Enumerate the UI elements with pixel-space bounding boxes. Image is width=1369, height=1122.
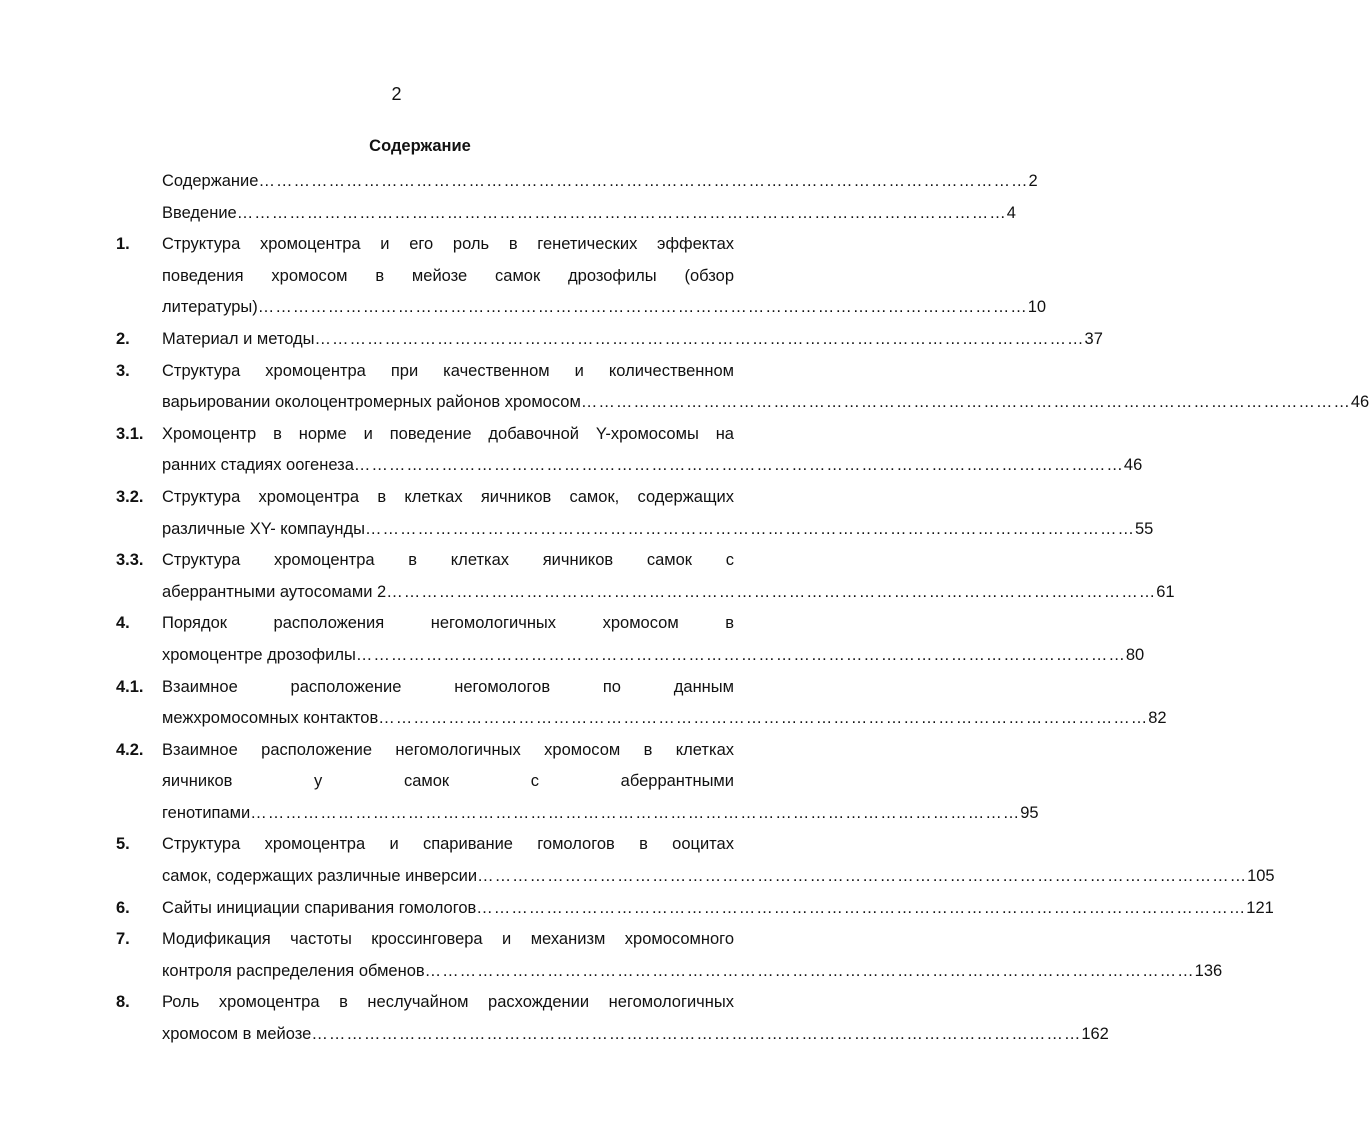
toc-entry-page: 136	[1194, 961, 1223, 980]
toc-entry-leader-line	[162, 703, 1167, 735]
leader-dots: ……………………………………………………………………………………………………………………	[476, 898, 1247, 917]
toc-entry-page: 55	[1135, 519, 1154, 538]
leader-dots: ……………………………………………………………………………………………………………………	[314, 329, 1085, 348]
toc-line	[0, 1019, 1109, 1051]
leader-dots: ……………………………………………………………………………………………………………………	[365, 519, 1135, 538]
toc-entry-text: Структура хромоцентра в клетках яичников самок, содержащих	[162, 487, 734, 506]
toc-entry-number: 4.2.	[116, 740, 144, 759]
leader-dots: ……………………………………………………………………………………………………………………	[353, 456, 1124, 475]
toc-entry-text: хромоцентре дрозофилы	[162, 645, 356, 664]
toc-line	[0, 577, 1175, 609]
toc-entry-leader-line	[162, 640, 1145, 672]
toc-entry-text: Хромоцентр в норме и поведение добавочной Y-хромосомы на	[162, 424, 734, 443]
toc-entry-page: 46	[1123, 456, 1143, 475]
toc-entry-number: 7.	[116, 930, 130, 949]
toc-entry-leader-line	[162, 1019, 1109, 1051]
toc-line	[0, 893, 1274, 925]
toc-entry-leader-line	[162, 893, 1274, 925]
toc-entry-number: 2.	[116, 329, 130, 348]
toc-line	[0, 672, 793, 704]
toc-entry-number: 1.	[116, 235, 130, 254]
toc-entry-text: аберрантными аутосомами 2	[162, 582, 387, 601]
toc-entry-page: 61	[1156, 582, 1175, 601]
toc-line	[0, 987, 793, 1019]
toc-entry-text: Содержание	[162, 172, 259, 190]
toc-entry-leader-line	[162, 798, 1039, 830]
toc-entry-text: контроля распределения обменов	[162, 961, 425, 980]
toc-entry-text: Роль хромоцентра в неслучайном расхождении негомологичных	[162, 993, 734, 1012]
toc-entry-text: Материал и методы	[162, 329, 315, 348]
toc-entry-page: 105	[1247, 867, 1275, 886]
leader-dots: ……………………………………………………………………………………………………………………	[311, 1025, 1082, 1044]
leader-dots: ……………………………………………………………………………………………………………………	[424, 961, 1195, 980]
toc-line	[0, 924, 793, 956]
toc-line	[0, 324, 1103, 356]
toc-line	[0, 166, 1038, 198]
leader-dots: ……………………………………………………………………………………………………………………	[378, 709, 1149, 728]
toc-entry-page: 2	[1028, 172, 1038, 190]
toc-line	[0, 292, 1047, 324]
toc-entry-text: межхромосомных контактов	[162, 709, 379, 728]
toc-entry-text: яичников у самок с аберрантными	[162, 772, 734, 791]
toc-line	[0, 829, 793, 861]
toc-entry-text: поведения хромосом в мейозе самок дрозофилы (обзор	[162, 266, 734, 285]
toc-line	[0, 356, 793, 388]
toc-line	[0, 861, 1275, 893]
toc-entry-number: 4.1.	[116, 677, 144, 696]
toc-entry-number: 6.	[116, 898, 130, 917]
toc-entry-text: Взаимное расположение негомологов по данным	[162, 677, 734, 696]
toc-line	[0, 545, 793, 577]
toc-entry-page: 4	[1006, 203, 1016, 222]
toc-line	[0, 608, 793, 640]
toc-entry-number: 3.3.	[116, 551, 144, 570]
toc-entry-text: хромосом в мейозе	[162, 1025, 312, 1044]
toc-entry-text: литературы)	[162, 298, 258, 317]
toc-line	[0, 419, 793, 451]
toc-entry-text: Взаимное расположение негомологичных хромосом в клетках	[162, 740, 734, 759]
toc-entry-text: самок, содержащих различные инверсии	[162, 867, 478, 886]
toc-entry-leader-line	[162, 324, 1103, 356]
toc-line	[0, 261, 793, 293]
toc-entry-number: 3.1.	[116, 424, 144, 443]
toc-line	[0, 956, 1223, 988]
toc-entry-text: ранних стадиях оогенеза	[162, 456, 354, 475]
toc-entry-page: 82	[1148, 709, 1167, 728]
toc-entry-text: различные XY- компаунды	[162, 519, 365, 538]
toc-entry-page: 37	[1084, 329, 1103, 348]
toc-entry-leader-line	[162, 387, 1369, 419]
toc-entry-page: 95	[1020, 803, 1039, 822]
toc-entry-leader-line	[162, 198, 1016, 230]
toc-entry-number: 4.	[116, 614, 130, 633]
toc-entry-leader-line	[162, 450, 1143, 482]
toc-entry-page: 10	[1027, 298, 1047, 317]
toc-entry-leader-line	[162, 514, 1154, 546]
toc-entry-text: Структура хромоцентра в клетках яичников самок с	[162, 551, 734, 570]
toc-entry-leader-line	[162, 861, 1275, 893]
toc-entry-number: 8.	[116, 993, 130, 1012]
toc-entry-number: 5.	[116, 835, 130, 854]
toc-entry-text: Структура хромоцентра при качественном и количественном	[162, 361, 734, 380]
toc-entry-number: 3.2.	[116, 487, 144, 506]
toc-entry-text: Модификация частоты кроссинговера и механизм хромосомного	[162, 930, 734, 949]
leader-dots: ……………………………………………………………………………………………………………………	[258, 172, 1029, 190]
page-number: 2	[391, 84, 402, 104]
toc-line	[0, 229, 793, 261]
toc-line	[0, 514, 1154, 546]
toc-entry-text: Структура хромоцентра и его роль в генетических эффектах	[162, 235, 734, 254]
toc-line	[0, 482, 793, 514]
toc-entry-number: 3.	[116, 361, 130, 380]
toc-line	[0, 387, 1369, 419]
toc-entry-text: варьировании околоцентромерных районов хромосом	[162, 393, 581, 412]
leader-dots: ……………………………………………………………………………………………………………………	[580, 393, 1351, 412]
toc-entry-leader-line	[162, 166, 1038, 198]
toc-entry-text: Порядок расположения негомологичных хромосом в	[162, 614, 734, 633]
leader-dots: ……………………………………………………………………………………………………………………	[477, 867, 1248, 886]
leader-dots: ……………………………………………………………………………………………………………………	[250, 803, 1021, 822]
toc-line	[0, 640, 1145, 672]
leader-dots: ……………………………………………………………………………………………………………………	[386, 582, 1157, 601]
toc-entry-text: Введение	[162, 203, 237, 222]
toc-line	[0, 703, 1167, 735]
leader-dots: ……………………………………………………………………………………………………………………	[236, 203, 1007, 222]
toc-entry-text: Структура хромоцентра и спаривание гомологов в ооцитах	[162, 835, 734, 854]
toc-entry-page: 162	[1081, 1025, 1109, 1044]
toc-entry-page: 121	[1246, 898, 1274, 917]
toc-entry-text: генотипами	[162, 803, 251, 822]
toc-line	[0, 735, 793, 767]
toc-entry-text: Сайты инициации спаривания гомологов	[162, 898, 477, 917]
toc-entry-page: 80	[1125, 645, 1145, 664]
toc-line	[0, 798, 1039, 830]
leader-dots: ……………………………………………………………………………………………………………………	[257, 298, 1028, 317]
toc-entry-leader-line	[162, 292, 1047, 324]
toc-title: Содержание	[369, 137, 471, 155]
toc-line	[0, 450, 1143, 482]
table-of-contents	[0, 166, 1369, 1051]
toc-line	[0, 198, 1016, 230]
leader-dots: ……………………………………………………………………………………………………………………	[355, 645, 1126, 664]
toc-entry-leader-line	[162, 956, 1223, 988]
toc-entry-leader-line	[162, 577, 1175, 609]
toc-line	[0, 766, 793, 798]
toc-entry-page: 46	[1350, 393, 1369, 412]
